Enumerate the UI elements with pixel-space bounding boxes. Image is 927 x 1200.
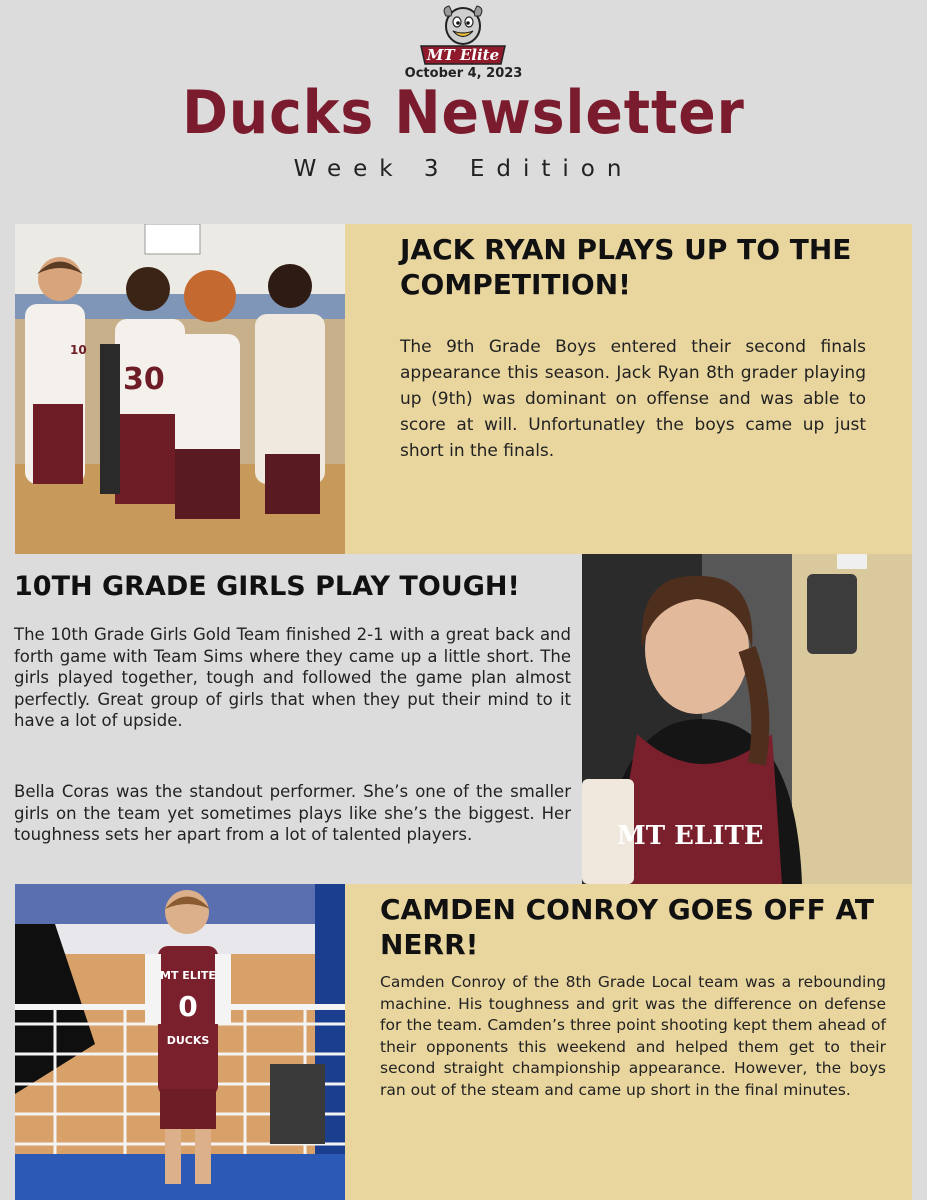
mt-elite-duck-logo	[413, 2, 513, 70]
svg-text:30: 30	[123, 362, 165, 397]
newsletter-header	[0, 0, 927, 200]
svg-text:MT ELITE: MT ELITE	[617, 821, 764, 851]
article-3-photo	[15, 884, 345, 1200]
edition-subtitle: Week 3 Edition	[293, 156, 634, 182]
article-1-body: The 9th Grade Boys entered their second finals appearance this season. Jack Ryan 8th grader playing up (9th) was dominant on offense and was able to score at will. Unfortunatley the boys came up just short in the finals.	[400, 337, 866, 461]
svg-text:DUCKS: DUCKS	[166, 1034, 210, 1047]
article-2-headline: 10TH GRADE GIRLS PLAY TOUGH!	[14, 571, 520, 602]
article-2-photo	[582, 554, 912, 884]
article-3-body: Camden Conroy of the 8th Grade Local team was a rebounding machine. His toughness and grit was the difference on defense for the team. Camden’s three point shooting kept them ahead of their opponents this weekend and helped them get to their second straight championship appearance. However, the boys ran out of the steam and came up short in the final minutes.	[380, 973, 886, 1099]
issue-date: October 4, 2023	[404, 66, 523, 81]
article-2-body-2: Bella Coras was the standout performer. She’s one of the smaller girls on the team yet sometimes plays like she’s the biggest. Her toughness sets her apart from a lot of talented players.	[14, 782, 571, 844]
svg-text:0: 0	[178, 990, 198, 1023]
article-1-headline: JACK RYAN PLAYS UP TO THE COMPETITION!	[400, 233, 852, 301]
newsletter-title: Ducks Newsletter	[182, 78, 745, 148]
svg-text:10: 10	[70, 343, 87, 357]
article-1-photo	[15, 224, 345, 554]
svg-text:MT ELITE: MT ELITE	[160, 969, 216, 982]
article-3-headline: CAMDEN CONROY GOES OFF AT NERR!	[380, 893, 875, 961]
svg-text:MT Elite: MT Elite	[426, 46, 500, 64]
article-2-body-1: The 10th Grade Girls Gold Team finished 2-1 with a great back and forth game with Team Sims where they came up a little short. The girls played together, tough and followed the game plan almost perfectly. Great group of girls that when they put their mind to it have a lot of upside.	[14, 625, 571, 730]
